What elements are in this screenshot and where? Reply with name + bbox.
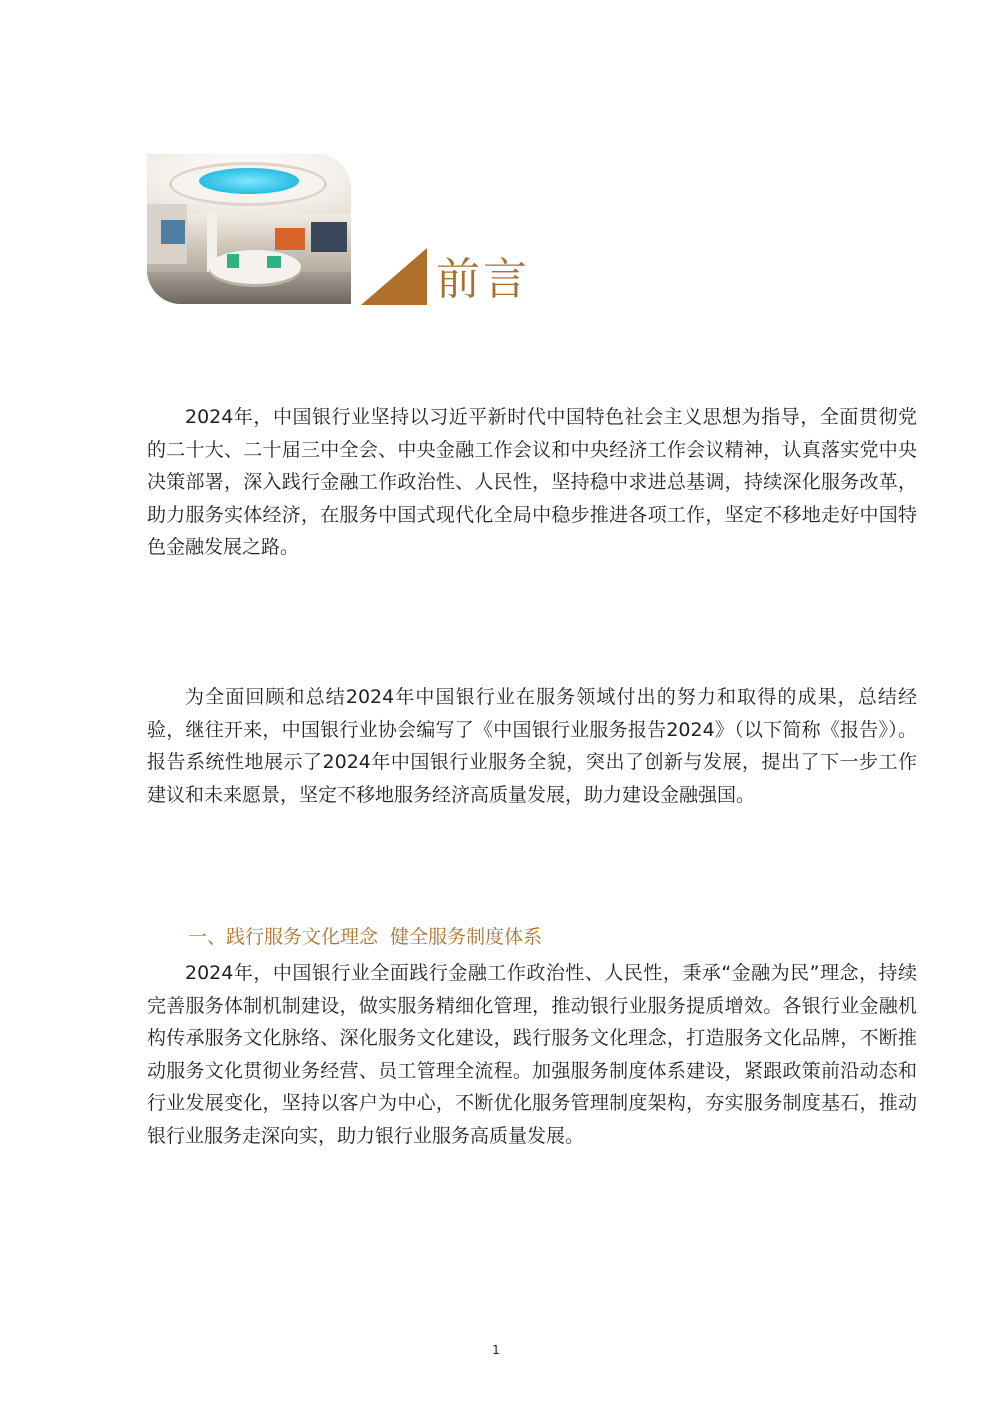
page-title: 前言 xyxy=(436,254,530,305)
photo-green-seat xyxy=(267,256,281,268)
intro-paragraph-2: 为全面回顾和总结2024年中国银行业在服务领域付出的努力和取得的成果，总结经验，继往开来，中国银行业协会编写了《中国银行业服务报告2024》（以下简称《报告》）。报告系统性地展示了2024年中国银行业服务全貌，突出了创新与发展，提出了下一步工作建议和未来愿景，坚定不移地服务经济高质量发展，助力建设金融强国。 xyxy=(147,686,917,806)
photo-ceiling-light xyxy=(199,168,299,194)
photo-poster xyxy=(275,228,305,250)
page-number: 1 xyxy=(492,1343,500,1357)
photo-service-counter xyxy=(209,250,301,284)
photo-screen xyxy=(161,220,185,244)
photo-screen xyxy=(311,222,347,252)
heading-triangle-decoration xyxy=(361,248,427,305)
bank-lobby-photo xyxy=(147,154,351,304)
photo-green-seat xyxy=(227,254,239,268)
intro-paragraph-1: 2024年，中国银行业坚持以习近平新时代中国特色社会主义思想为指导，全面贯彻党的二十大、二十届三中全会、中央金融工作会议和中央经济工作会议精神，认真落实党中央决策部署，深入践行金融工作政治性、人民性，坚持稳中求进总基调，持续深化服务改革，助力服务实体经济，在服务中国式现代化全局中稳步推进各项工作，坚定不移地走好中国特色金融发展之路。 xyxy=(147,406,917,558)
section-heading: 一、践行服务文化理念 健全服务制度体系 xyxy=(188,926,543,948)
section-body: 2024年，中国银行业全面践行金融工作政治性、人民性，秉承“金融为民”理念，持续完善服务体制机制建设，做实服务精细化管理，推动银行业服务提质增效。各银行业金融机构传承服务文化脉络、深化服务文化建设，践行服务文化理念，打造服务文化品牌，不断推动服务文化贯彻业务经营、员工管理全流程。加强服务制度体系建设，紧跟政策前沿动态和行业发展变化，坚持以客户为中心，不断优化服务管理制度架构，夯实服务制度基石，推动银行业服务走深向实，助力银行业服务高质量发展。 xyxy=(147,962,917,1147)
